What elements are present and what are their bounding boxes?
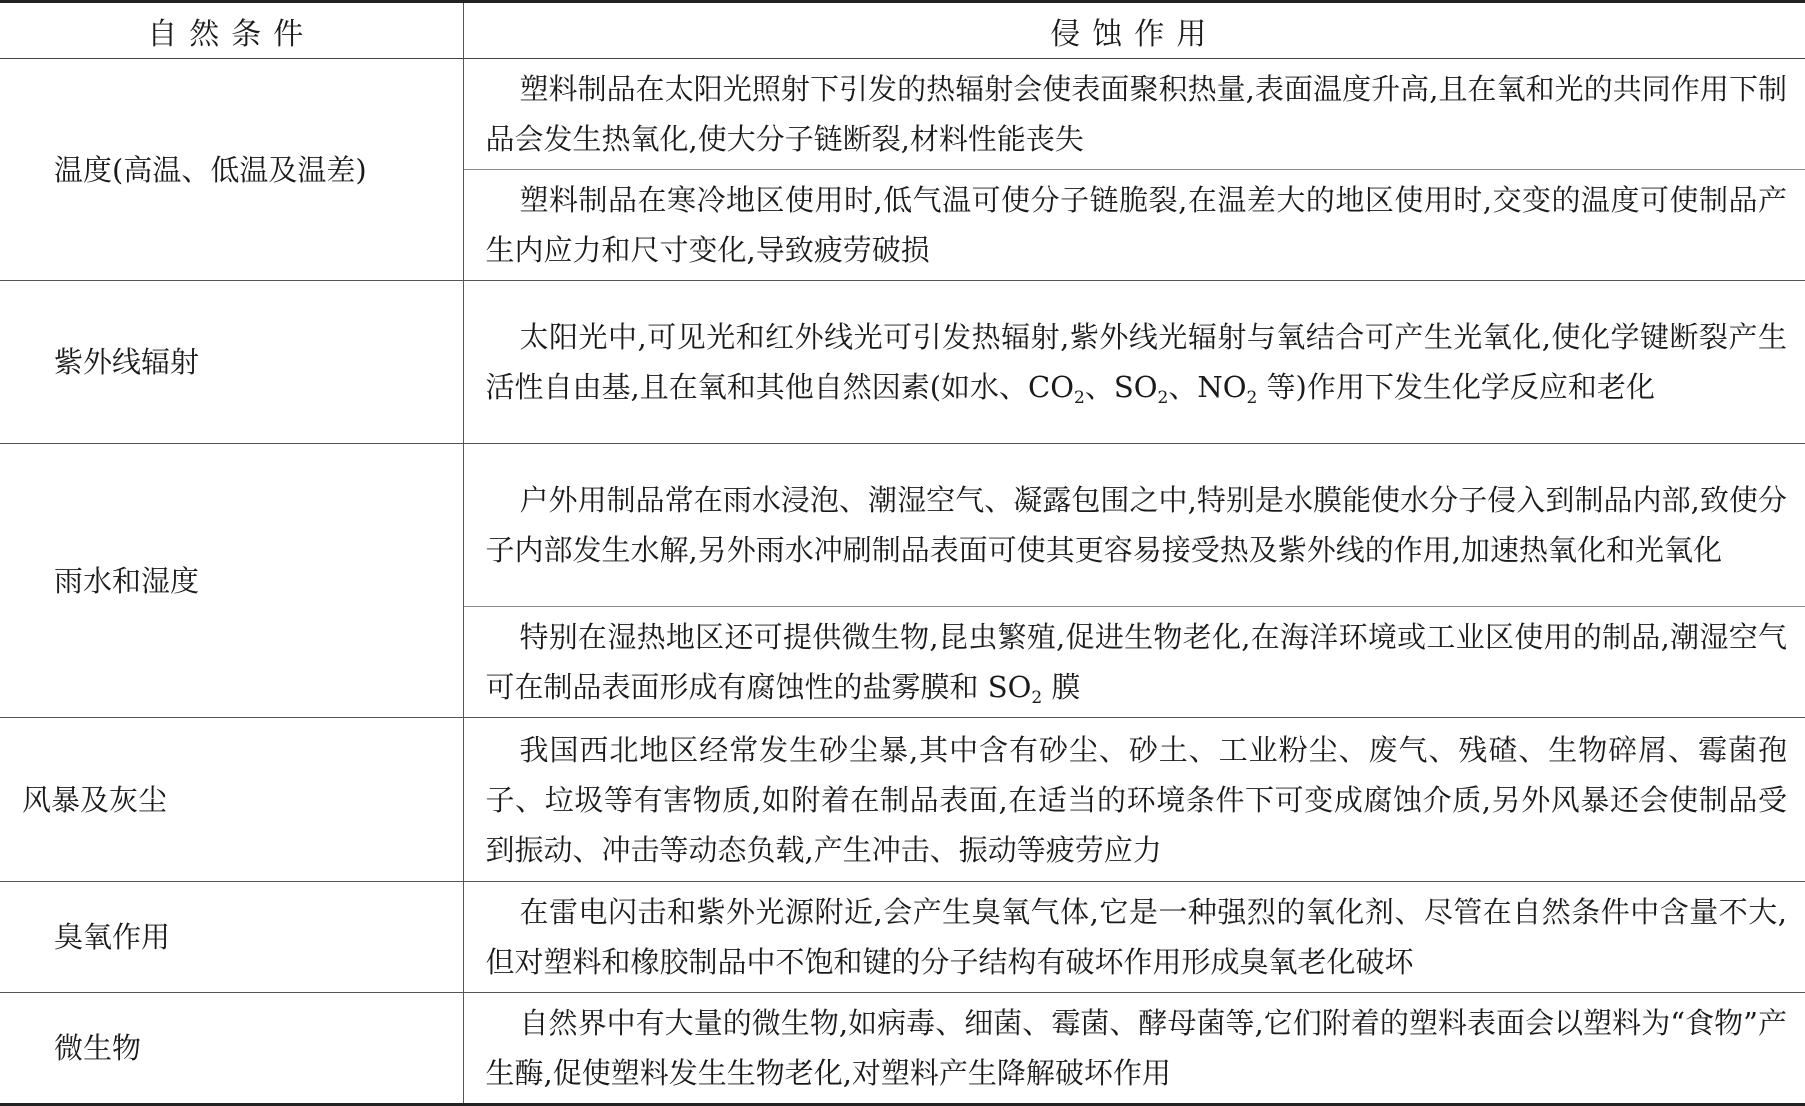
effect-uv [463, 281, 1805, 444]
table-row [0, 281, 1805, 444]
effect-uv-sub-2: 2 [1157, 388, 1169, 408]
effect-uv-text-1: 太阳光中,可见光和红外线光可引发热辐射,紫外线光辐射与氧结合可产生光氧化,使化学键断裂产生活性自由基,且在氧和其他自然因素(如水、CO [485, 320, 1787, 404]
effect-rain-2 [463, 607, 1805, 718]
table-row [0, 59, 1805, 170]
effect-temperature-2: 塑料制品在寒冷地区使用时,低气温可使分子链脆裂,在温差大的地区使用时,交变的温度可使制品产生内应力和尺寸变化,导致疲劳破损 [463, 170, 1805, 281]
effect-rain-2-text-2: 膜 [1042, 670, 1081, 704]
table-row [0, 993, 1805, 1105]
effect-rain-2-sub-1: 2 [1031, 688, 1043, 708]
effect-rain-1: 户外用制品常在雨水浸泡、潮湿空气、凝露包围之中,特别是水膜能使水分子侵入到制品内部,致使分子内部发生水解,另外雨水冲刷制品表面可使其更容易接受热及紫外线的作用,加速热氧化和光氧化 [463, 444, 1805, 607]
condition-storm: 风暴及灰尘 [0, 718, 463, 882]
condition-ozone: 臭氧作用 [0, 882, 463, 993]
table-header [0, 2, 1805, 59]
effect-ozone: 在雷电闪击和紫外光源附近,会产生臭氧气体,它是一种强烈的氧化剂、尽管在自然条件中含量不大,但对塑料和橡胶制品中不饱和键的分子结构有破坏作用形成臭氧老化破坏 [463, 882, 1805, 993]
table-row [0, 882, 1805, 993]
effect-uv-sub-3: 2 [1246, 388, 1258, 408]
table-body [0, 59, 1805, 1105]
condition-temperature: 温度(高温、低温及温差) [0, 59, 463, 281]
table-row [0, 444, 1805, 607]
effect-uv-text-4: 等)作用下发生化学反应和老化 [1257, 370, 1655, 404]
effect-rain-2-text-1: 特别在湿热地区还可提供微生物,昆虫繁殖,促进生物老化,在海洋环境或工业区使用的制品,潮湿空气可在制品表面形成有腐蚀性的盐雾膜和 SO [485, 620, 1787, 704]
table-row [0, 718, 1805, 882]
effect-microbes: 自然界中有大量的微生物,如病毒、细菌、霉菌、酵母菌等,它们附着的塑料表面会以塑料为“食物”产生酶,促使塑料发生生物老化,对塑料产生降解破坏作用 [463, 993, 1805, 1105]
condition-microbes: 微生物 [0, 993, 463, 1105]
header-effect: 侵蚀作用 [463, 2, 1805, 59]
effect-temperature-1: 塑料制品在太阳光照射下引发的热辐射会使表面聚积热量,表面温度升高,且在氧和光的共同作用下制品会发生热氧化,使大分子链断裂,材料性能丧失 [463, 59, 1805, 170]
header-row [0, 2, 1805, 59]
effect-uv-text-3: 、NO [1168, 370, 1247, 404]
effect-storm: 我国西北地区经常发生砂尘暴,其中含有砂尘、砂土、工业粉尘、废气、残碴、生物碎屑、霉菌孢子、垃圾等有害物质,如附着在制品表面,在适当的环境条件下可变成腐蚀介质,另外风暴还会使制品受到振动、冲击等动态负载,产生冲击、振动等疲劳应力 [463, 718, 1805, 882]
effect-uv-sub-1: 2 [1074, 388, 1085, 408]
condition-rain: 雨水和湿度 [0, 444, 463, 718]
header-condition: 自然条件 [0, 2, 463, 59]
effect-uv-text-2: 、SO [1084, 370, 1158, 404]
condition-uv: 紫外线辐射 [0, 281, 463, 444]
